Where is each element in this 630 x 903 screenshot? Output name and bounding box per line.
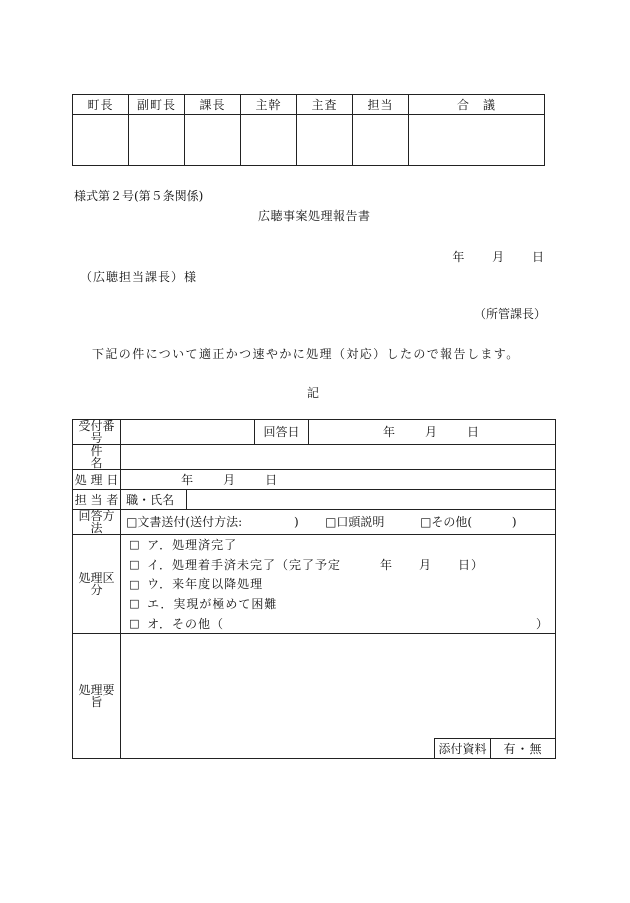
body-text: 下記の件について適正かつ速やかに処理（対応）したので報告します。 [92, 347, 520, 361]
sender: （所管課長） [473, 307, 546, 321]
checkbox-icon[interactable]: □ [129, 558, 141, 572]
attachment-value[interactable]: 有・無 [491, 739, 556, 759]
stamp-cell[interactable] [353, 115, 409, 166]
summary-field[interactable] [121, 634, 556, 739]
reply-date-field[interactable]: 年 月 日 [309, 420, 556, 445]
category-option[interactable]: □ イ．処理着手済未完了（完了予定 年 月 日） [129, 557, 484, 572]
approval-header-consultation: 合 議 [409, 95, 545, 115]
process-date-field[interactable]: 年 月 日 [121, 470, 556, 490]
approval-header-staff: 担当 [353, 95, 409, 115]
processing-category-label: 処理区分 [73, 535, 121, 634]
category-option[interactable]: □ オ．その他（ ） [129, 616, 549, 631]
reply-date-label: 回答日 [255, 420, 309, 445]
approval-header-mayor: 町長 [73, 95, 129, 115]
stamp-cell[interactable] [73, 115, 129, 166]
attachment-label: 添付資料 [435, 739, 491, 759]
method-other-checkbox[interactable]: □その他( ) [420, 515, 517, 529]
person-in-charge-label: 担 当 者 [73, 490, 121, 510]
stamp-cell[interactable] [297, 115, 353, 166]
stamp-cell[interactable] [185, 115, 241, 166]
report-date: 年 月 日 [452, 250, 548, 264]
approval-header-chief-manager: 主幹 [241, 95, 297, 115]
stamp-cell[interactable] [129, 115, 185, 166]
process-date-label: 処 理 日 [73, 470, 121, 490]
checkbox-icon[interactable]: □ [129, 577, 141, 591]
approval-header-deputy-mayor: 副町長 [129, 95, 185, 115]
approval-stamp-table [72, 94, 545, 166]
title-name-field[interactable] [187, 490, 555, 509]
method-oral-checkbox[interactable]: □口頭説明 [325, 515, 385, 529]
category-option[interactable]: □ エ．実現が極めて困難 [129, 596, 278, 611]
checkbox-icon[interactable]: □ [129, 617, 141, 631]
stamp-cell[interactable] [241, 115, 297, 166]
receipt-number-label: 受付番号 [73, 420, 121, 445]
method-document-checkbox[interactable]: □文書送付(送付方法: ) [126, 515, 299, 529]
reply-method-label: 回答方法 [73, 510, 121, 535]
stamp-cell[interactable] [409, 115, 545, 166]
category-option[interactable]: □ ウ．来年度以降処理 [129, 577, 264, 592]
checkbox-icon[interactable]: □ [129, 597, 141, 611]
ki-heading: 記 [307, 386, 320, 400]
approval-header-section-chief: 課長 [185, 95, 241, 115]
checkbox-icon[interactable]: □ [129, 538, 141, 552]
category-option[interactable]: □ ア．処理済完了 [129, 537, 238, 552]
summary-label: 処理要旨 [73, 634, 121, 759]
addressee: （広聴担当課長）様 [80, 270, 198, 284]
receipt-number-field[interactable] [121, 420, 255, 445]
subject-label: 件 名 [73, 445, 121, 470]
approval-header-supervisor: 主査 [297, 95, 353, 115]
subject-field[interactable] [121, 445, 556, 470]
title-name-label: 職・氏名 [121, 490, 187, 509]
report-form-table [72, 419, 556, 759]
document-title: 広聴事案処理報告書 [258, 209, 371, 223]
form-number: 様式第２号(第５条関係) [74, 189, 204, 203]
